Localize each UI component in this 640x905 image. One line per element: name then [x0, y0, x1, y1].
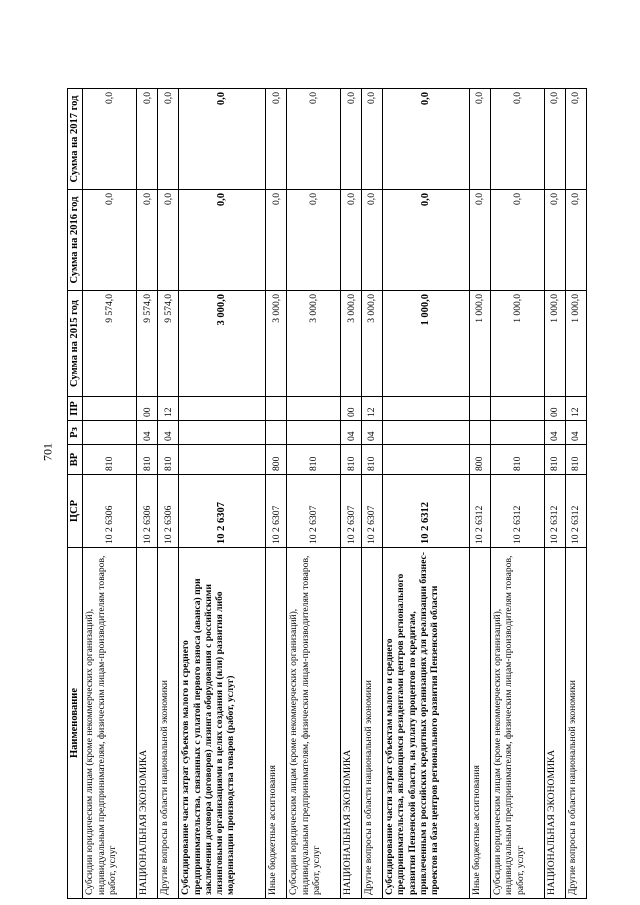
table-row	[266, 89, 287, 899]
page-number: 701	[40, 443, 55, 461]
cell-name: Субсидирование части затрат субъектам малого и среднего предпринимательства, являющимся резидентами центров регионального развития Пензенской области, на уплату процентов по кредитам, привлеченным в российских кредитных организациях для реализации бизнес-проектов на базе центров регионального развития Пензенской области	[383, 548, 470, 899]
cell-pr: 00	[545, 397, 566, 421]
rotated-table-container	[67, 89, 587, 899]
cell-rz	[266, 421, 287, 445]
cell-sum-2016: 0,0	[137, 190, 158, 291]
cell-csr: 10 2 6312	[470, 475, 491, 548]
cell-pr: 12	[158, 397, 179, 421]
cell-rz	[179, 421, 266, 445]
table-row	[137, 89, 158, 899]
header-name: Наименование	[68, 548, 83, 899]
cell-sum-2016: 0,0	[287, 190, 341, 291]
cell-pr	[83, 397, 137, 421]
cell-name: Субсидии юридическим лицам (кроме некоммерческих организаций), индивидуальным предпринимателям, физическим лицам-производителям товаров, работ, услуг	[287, 548, 341, 899]
cell-pr: 00	[137, 397, 158, 421]
cell-sum-2015: 1 000,0	[470, 291, 491, 397]
cell-sum-2016: 0,0	[362, 190, 383, 291]
cell-vr: 810	[545, 445, 566, 475]
cell-sum-2017: 0,0	[565, 89, 586, 190]
cell-sum-2016: 0,0	[545, 190, 566, 291]
cell-vr: 810	[565, 445, 586, 475]
cell-sum-2015: 3 000,0	[266, 291, 287, 397]
header-vr: ВР	[68, 445, 83, 475]
cell-csr: 10 2 6312	[491, 475, 545, 548]
cell-sum-2015: 1 000,0	[565, 291, 586, 397]
cell-pr: 12	[362, 397, 383, 421]
cell-pr	[179, 397, 266, 421]
cell-rz	[383, 421, 470, 445]
header-rz: Рз	[68, 421, 83, 445]
header-csr: ЦСР	[68, 475, 83, 548]
cell-csr: 10 2 6307	[179, 475, 266, 548]
cell-rz: 04	[137, 421, 158, 445]
cell-name: Другие вопросы в области национальной экономики	[565, 548, 586, 899]
cell-sum-2015: 3 000,0	[179, 291, 266, 397]
cell-sum-2016: 0,0	[491, 190, 545, 291]
cell-pr	[383, 397, 470, 421]
cell-sum-2015: 1 000,0	[545, 291, 566, 397]
table-row	[179, 89, 266, 899]
cell-vr: 800	[470, 445, 491, 475]
cell-pr	[491, 397, 545, 421]
header-sum-2017: Сумма на 2017 год	[68, 89, 83, 190]
table-row	[565, 89, 586, 899]
cell-sum-2015: 3 000,0	[362, 291, 383, 397]
cell-csr: 10 2 6306	[137, 475, 158, 548]
cell-sum-2016: 0,0	[83, 190, 137, 291]
cell-sum-2016: 0,0	[341, 190, 362, 291]
cell-pr: 12	[565, 397, 586, 421]
cell-pr	[266, 397, 287, 421]
header-pr: ПР	[68, 397, 83, 421]
cell-sum-2017: 0,0	[179, 89, 266, 190]
table-row	[83, 89, 137, 899]
cell-csr: 10 2 6312	[565, 475, 586, 548]
cell-vr: 810	[158, 445, 179, 475]
cell-sum-2017: 0,0	[470, 89, 491, 190]
cell-vr: 800	[266, 445, 287, 475]
cell-name: НАЦИОНАЛЬНАЯ ЭКОНОМИКА	[341, 548, 362, 899]
header-sum-2015: Сумма на 2015 год	[68, 291, 83, 397]
cell-sum-2016: 0,0	[383, 190, 470, 291]
cell-vr: 810	[362, 445, 383, 475]
cell-csr: 10 2 6306	[158, 475, 179, 548]
cell-sum-2017: 0,0	[287, 89, 341, 190]
table-row	[491, 89, 545, 899]
cell-sum-2017: 0,0	[383, 89, 470, 190]
header-sum-2016: Сумма на 2016 год	[68, 190, 83, 291]
cell-sum-2016: 0,0	[266, 190, 287, 291]
cell-rz	[287, 421, 341, 445]
cell-sum-2017: 0,0	[158, 89, 179, 190]
budget-table	[67, 88, 587, 899]
table-header-row	[68, 89, 83, 899]
cell-csr: 10 2 6307	[266, 475, 287, 548]
cell-name: Субсидии юридическим лицам (кроме некоммерческих организаций), индивидуальным предпринимателям, физическим лицам-производителям товаров, работ, услуг	[491, 548, 545, 899]
cell-sum-2015: 9 574,0	[83, 291, 137, 397]
cell-rz: 04	[565, 421, 586, 445]
cell-vr: 810	[83, 445, 137, 475]
cell-vr	[383, 445, 470, 475]
cell-rz	[491, 421, 545, 445]
cell-vr: 810	[491, 445, 545, 475]
cell-rz: 04	[545, 421, 566, 445]
cell-sum-2015: 1 000,0	[383, 291, 470, 397]
cell-sum-2017: 0,0	[266, 89, 287, 190]
cell-sum-2017: 0,0	[545, 89, 566, 190]
cell-csr: 10 2 6307	[287, 475, 341, 548]
cell-sum-2015: 3 000,0	[341, 291, 362, 397]
cell-sum-2017: 0,0	[491, 89, 545, 190]
cell-vr	[179, 445, 266, 475]
cell-name: Иные бюджетные ассигнования	[470, 548, 491, 899]
cell-sum-2016: 0,0	[565, 190, 586, 291]
cell-csr: 10 2 6312	[383, 475, 470, 548]
cell-csr: 10 2 6307	[341, 475, 362, 548]
table-row	[383, 89, 470, 899]
cell-name: Субсидии юридическим лицам (кроме некоммерческих организаций), индивидуальным предпринимателям, физическим лицам-производителям товаров, работ, услуг	[83, 548, 137, 899]
table-row	[158, 89, 179, 899]
cell-sum-2015: 9 574,0	[158, 291, 179, 397]
cell-sum-2016: 0,0	[470, 190, 491, 291]
cell-pr	[470, 397, 491, 421]
table-row	[287, 89, 341, 899]
cell-pr	[287, 397, 341, 421]
cell-csr: 10 2 6306	[83, 475, 137, 548]
table-body	[83, 89, 587, 899]
cell-rz	[83, 421, 137, 445]
cell-vr: 810	[341, 445, 362, 475]
cell-rz: 04	[362, 421, 383, 445]
cell-name: НАЦИОНАЛЬНАЯ ЭКОНОМИКА	[545, 548, 566, 899]
cell-csr: 10 2 6312	[545, 475, 566, 548]
table-row	[341, 89, 362, 899]
cell-name: Иные бюджетные ассигнования	[266, 548, 287, 899]
cell-sum-2017: 0,0	[341, 89, 362, 190]
cell-sum-2017: 0,0	[83, 89, 137, 190]
cell-sum-2017: 0,0	[137, 89, 158, 190]
cell-name: НАЦИОНАЛЬНАЯ ЭКОНОМИКА	[137, 548, 158, 899]
cell-csr: 10 2 6307	[362, 475, 383, 548]
cell-rz: 04	[158, 421, 179, 445]
cell-vr: 810	[287, 445, 341, 475]
cell-name: Другие вопросы в области национальной экономики	[158, 548, 179, 899]
table-row	[470, 89, 491, 899]
cell-sum-2015: 1 000,0	[491, 291, 545, 397]
cell-name: Другие вопросы в области национальной экономики	[362, 548, 383, 899]
table-row	[545, 89, 566, 899]
cell-vr: 810	[137, 445, 158, 475]
cell-sum-2016: 0,0	[179, 190, 266, 291]
cell-sum-2016: 0,0	[158, 190, 179, 291]
cell-sum-2015: 3 000,0	[287, 291, 341, 397]
cell-pr: 00	[341, 397, 362, 421]
cell-sum-2015: 9 574,0	[137, 291, 158, 397]
cell-rz: 04	[341, 421, 362, 445]
table-row	[362, 89, 383, 899]
cell-name: Субсидирование части затрат субъектов малого и среднего предпринимательства, связанных с уплатой первого взноса (аванса) при заключении договора (договоров) лизинга оборудования с российскими лизинговыми организациями в целях создания и (или) развития либо модернизации производства товаров (работ, услуг)	[179, 548, 266, 899]
cell-rz	[470, 421, 491, 445]
cell-sum-2017: 0,0	[362, 89, 383, 190]
